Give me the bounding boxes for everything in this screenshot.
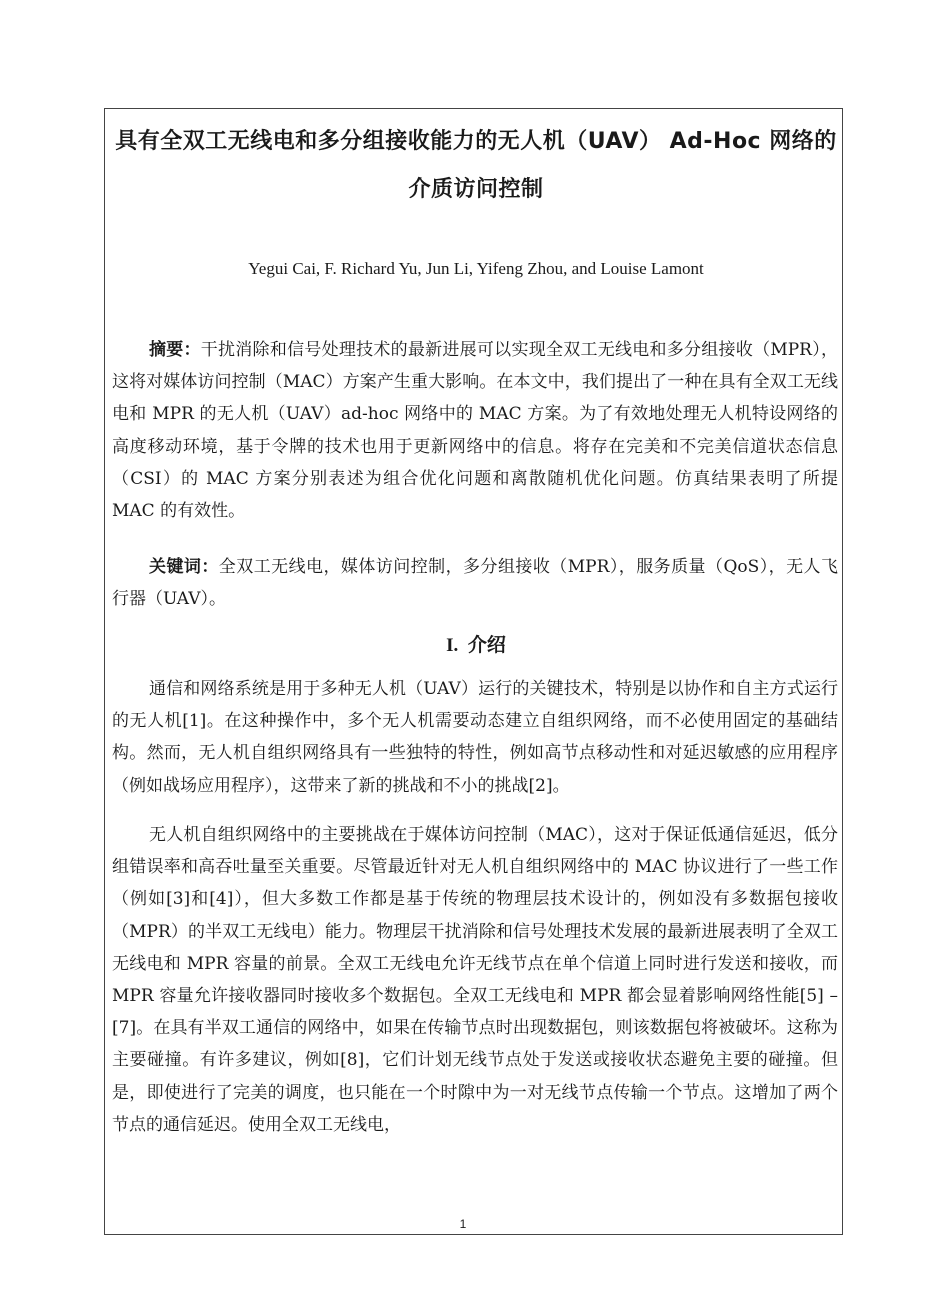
author-list: Yegui Cai, F. Richard Yu, Jun Li, Yifeng Zhou, and Louise Lamont xyxy=(248,259,704,278)
page-number: 1 xyxy=(459,1217,467,1231)
section-heading xyxy=(112,631,840,660)
intro-paragraph-2: 无人机自组织网络中的主要挑战在于媒体访问控制（MAC），这对于保证低通信延迟，低分组错误率和高吞吐量至关重要。尽管最近针对无人机自组织网络中的 MAC 协议进行了一些工作（例如[3]和[4]），但大多数工作都是基于传统的物理层技术设计的，例如没有多数据包接收（MPR）的半双工无线电）能力。物理层干扰消除和信号处理技术发展的最新进展表明了全双工无线电和 MPR 容量的前景。全双工无线电允许无线节点在单个信道上同时进行发送和接收，而 MPR 容量允许接收器同时接收多个数据包。全双工无线电和 MPR 都会显着影响网络性能[5] – [7]。在具有半双工通信的网络中，如果在传输节点时出现数据包，则该数据包将被破坏。这称为主要碰撞。有许多建议，例如[8]，它们计划无线节点处于发送或接收状态避免主要的碰撞。但是，即使进行了完美的调度，也只能在一个时隙中为一对无线节点传输一个节点。这增加了两个节点的通信延迟。使用全双工无线电， xyxy=(112,825,838,1135)
keywords-text: 全双工无线电，媒体访问控制，多分组接收（MPR），服务质量（QoS），无人飞行器（UAV）。 xyxy=(112,557,839,610)
intro-paragraph-1: 通信和网络系统是用于多种无人机（UAV）运行的关键技术，特别是以协作和自主方式运行的无人机[1]。在这种操作中，多个无人机需要动态建立自组织网络，而不必使用固定的基础结构。然而，无人机自组织网络具有一些独特的特性，例如高节点移动性和对延迟敏感的应用程序（例如战场应用程序），这带来了新的挑战和不小的挑战[2]。 xyxy=(112,679,838,796)
section-title: 介绍 xyxy=(467,634,506,656)
paper-title: 具有全双工无线电和多分组接收能力的无人机（UAV） Ad-Hoc 网络的介质访问控制 xyxy=(115,129,837,202)
section-number: I. xyxy=(446,635,459,656)
abstract-text: 干扰消除和信号处理技术的最新进展可以实现全双工无线电和多分组接收（MPR），这将对媒体访问控制（MAC）方案产生重大影响。在本文中，我们提出了一种在具有全双工无线电和 MPR 的无人机（UAV）ad-hoc 网络中的 MAC 方案。为了有效地处理无人机特设网络的高度移动环境，基于令牌的技术也用于更新网络中的信息。将存在完美和不完美信道状态信息（CSI）的 MAC 方案分别表述为组合优化问题和离散随机优化问题。仿真结果表明了所提 MAC 的有效性。 xyxy=(112,340,838,522)
keywords-label: 关键词： xyxy=(149,557,219,577)
abstract-label: 摘要： xyxy=(149,340,201,360)
abstract-paragraph xyxy=(112,334,838,527)
keywords-paragraph xyxy=(112,551,838,615)
